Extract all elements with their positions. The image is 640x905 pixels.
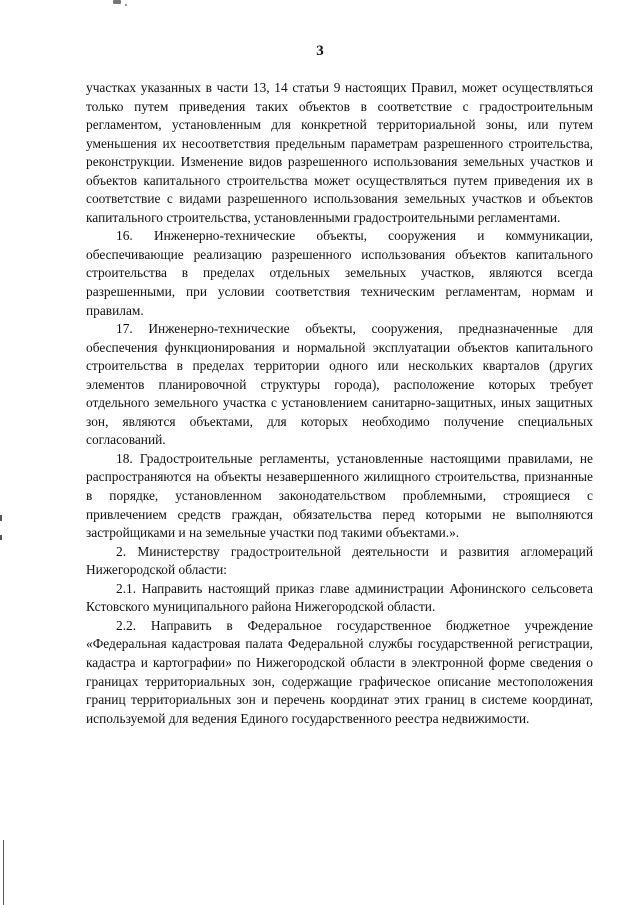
scan-edge-mark xyxy=(0,515,2,521)
paragraph-continuation: участках указанных в части 13, 14 статьи 9 настоящих Правил, может осуществляться только путем приведения таких объектов в соответствие с градостроительным регламентом, установленным для конкретной территориальной зоны, или путем уменьшения их несоответствия предельным параметрам разрешенного строительства, реконструкции. Изменение видов разрешенного использования земельных участков и объектов капитального строительства может осуществляться путем приведения их в соответствие с видами разрешенного использования земельных участков и объектов капитального строительства, установленными градостроительными регламентами. xyxy=(86,80,593,225)
paragraph-item-16: 16. Инженерно-технические объекты, сооружения и коммуникации, обеспечивающие реализацию разрешенного использования объектов капитального строительства в пределах отдельных земельных участков, являются всегда разрешенными, при условии соответствия техническим регламентам, нормам и правилам. xyxy=(86,228,593,318)
paragraph-item-18: 18. Градостроительные регламенты, установленные настоящими правилами, не распространяются на объекты незавершенного жилищного строительства, признанные в порядке, установленном законодательством проблемными, строящиеся с привлечением средств граждан, обязательства перед которыми не выполняются застройщиками и на земельные участки под такими объектами.». xyxy=(86,450,593,541)
paragraph-item-2-1: 2.1. Направить настоящий приказ главе администрации Афонинского сельсовета Кстовского муниципального района Нижегородской области. xyxy=(86,580,593,615)
scan-edge-mark xyxy=(0,535,2,540)
paragraph-item-17: 17. Инженерно-технические объекты, сооружения, предназначенные для обеспечения функционирования и нормальной эксплуатации объектов капитального строительства в пределах территории одного или нескольких кварталов (других элементов планировочной структуры города), расположение которых требует отдельного земельного участка с установлением санитарно-защитных, иных защитных зон, являются объектами, для которых необходимо получение специальных согласований. xyxy=(86,321,593,448)
scan-edge-line xyxy=(3,840,4,905)
page-number: 3 xyxy=(316,43,324,59)
paragraph-item-2-2: 2.2. Направить в Федеральное государственное бюджетное учреждение «Федеральная кадастровая палата Федеральной службы государственной регистрации, кадастра и картографии» по Нижегородской области в электронной форме сведения о границах территориальных зон, содержащие графическое описание местоположения границ территориальных зон и перечень координат этих границ в системе координат, используемой для ведения Единого государственного реестра недвижимости. xyxy=(86,617,593,726)
paragraph-item-2: 2. Министерству градостроительной деятельности и развития агломераций Нижегородской области: xyxy=(86,543,593,578)
scan-artifact xyxy=(113,0,121,4)
scan-artifact xyxy=(125,4,127,6)
document-body xyxy=(86,79,593,728)
